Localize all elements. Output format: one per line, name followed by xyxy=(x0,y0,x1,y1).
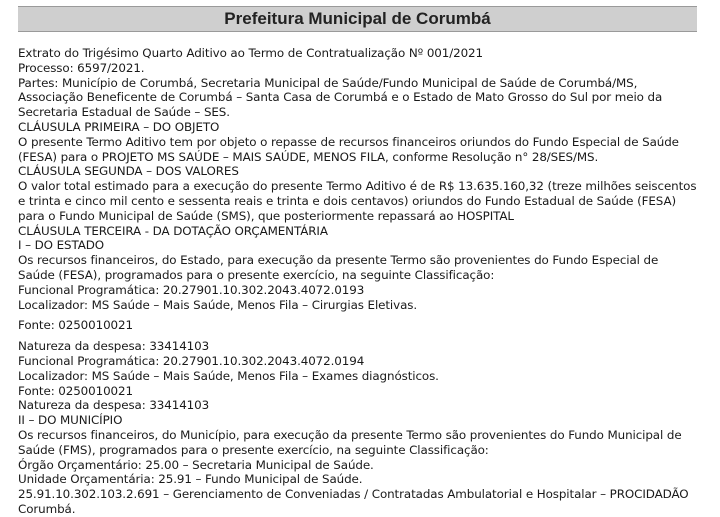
fonte: Fonte: 0250010021 xyxy=(18,318,133,333)
section-heading: II – DO MUNICÍPIO xyxy=(18,413,123,428)
localizador: Localizador: MS Saúde – Mais Saúde, Menos Fila – Cirurgias Eletivas. xyxy=(18,297,418,312)
clause-heading: CLÁUSULA SEGUNDA – DOS VALORES xyxy=(18,164,239,179)
classificacao: Corumbá. xyxy=(18,501,76,516)
clause-text: para o Fundo Municipal de Saúde (SMS), que posteriormente repassará ao HOSPITAL xyxy=(18,208,514,223)
clause-text: O presente Termo Aditivo tem por objeto o repasse de recursos financeiros oriundos do Fundo Especial de Saúde xyxy=(18,134,679,149)
classificacao: 25.91.10.302.103.2.691 – Gerenciamento de Conveniadas / Contratadas Ambulatorial e Hospitalar – PROCIDADÃO xyxy=(18,487,689,502)
header-banner xyxy=(18,6,697,32)
parties-line: Secretaria Estadual de Saúde – SES. xyxy=(18,105,230,120)
localizador: Localizador: MS Saúde – Mais Saúde, Menos Fila – Exames diagnósticos. xyxy=(18,368,439,383)
unidade-orcamentaria: Unidade Orçamentária: 25.91 – Fundo Municipal de Saúde. xyxy=(18,472,363,487)
clause-heading: CLÁUSULA PRIMEIRA – DO OBJETO xyxy=(18,119,220,134)
parties-line: Associação Beneficente de Corumbá – Santa Casa de Corumbá e o Estado de Mato Grosso do Sul por meio da xyxy=(18,90,663,105)
funcional-programatica: Funcional Programática: 20.27901.10.302.2043.4072.0193 xyxy=(18,282,365,297)
fonte: Fonte: 0250010021 xyxy=(18,383,133,398)
process-line: Processo: 6597/2021. xyxy=(18,60,145,75)
clause-heading: CLÁUSULA TERCEIRA - DA DOTAÇÃO ORÇAMENTÁRIA xyxy=(18,223,328,238)
natureza-despesa: Natureza da despesa: 33414103 xyxy=(18,398,210,413)
parties-line: Partes: Município de Corumbá, Secretaria Municipal de Saúde/Fundo Municipal de Saúde de Corumbá/MS, xyxy=(18,75,638,90)
funcional-programatica: Funcional Programática: 20.27901.10.302.2043.4072.0194 xyxy=(18,353,365,368)
document-title-line: Extrato do Trigésimo Quarto Aditivo ao Termo de Contratualização Nº 001/2021 xyxy=(18,46,483,60)
section-text: Saúde (FESA), programados para o presente exercício, na seguinte Classificação: xyxy=(18,267,495,282)
clause-text: O valor total estimado para a execução do presente Termo Aditivo é de R$ 13.635.160,32 (treze milhões seiscentos xyxy=(18,179,697,194)
page-title: Prefeitura Municipal de Corumbá xyxy=(224,9,491,28)
section-text: Saúde (FMS), programados para o presente exercício, na seguinte Classificação: xyxy=(18,442,489,457)
section-text: Os recursos financeiros, do Município, para execução da presente Termo são provenientes do Fundo Municipal de xyxy=(18,427,682,442)
natureza-despesa: Natureza da despesa: 33414103 xyxy=(18,339,210,354)
clause-text: e trinta e cinco mil cento e sessenta reais e trinta e dois centavos) oriundos do Fundo Estadual de Saúde (FESA) xyxy=(18,193,677,208)
clause-text: (FESA) para o PROJETO MS SAÚDE – MAIS SAÚDE, MENOS FILA, conforme Resolução n° 28/SES/MS. xyxy=(18,149,599,164)
orgao-orcamentario: Órgão Orçamentário: 25.00 – Secretaria Municipal de Saúde. xyxy=(18,457,374,472)
document-body xyxy=(18,46,702,517)
section-text: Os recursos financeiros, do Estado, para execução da presente Termo são provenientes do Fundo Especial de xyxy=(18,253,659,268)
section-heading: I – DO ESTADO xyxy=(18,238,105,253)
